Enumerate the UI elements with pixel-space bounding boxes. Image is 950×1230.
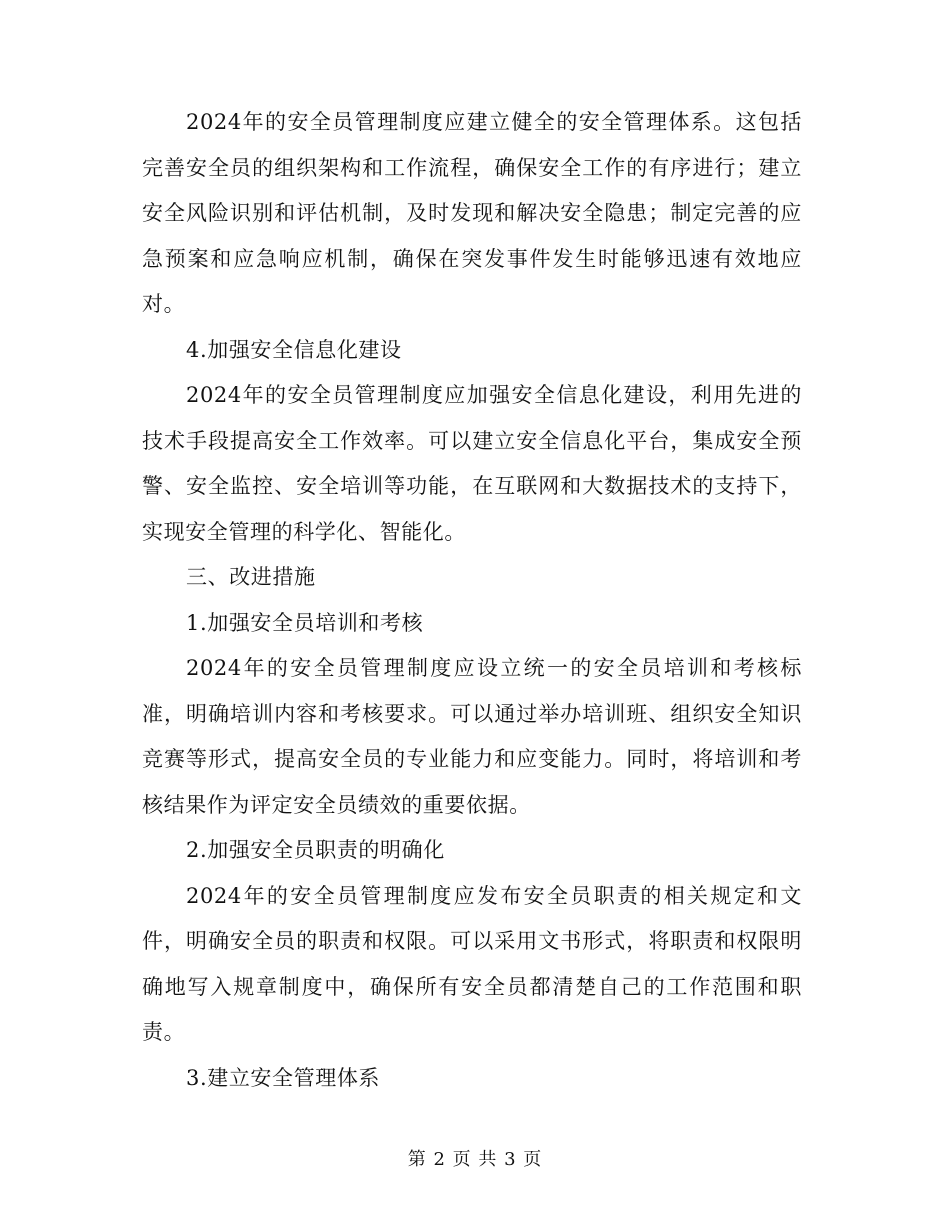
section-heading: 2.加强安全员职责的明确化 — [186, 838, 445, 862]
section-heading: 3.建立安全管理体系 — [186, 1065, 381, 1090]
paragraph: 2024年的安全员管理制度应设立统一的安全员培训和考核标准，明确培训内容和考核要求。可以通过举办培训班、组织安全知识竞赛等形式，提高安全员的专业能力和应变能力。同时，将培训和考核结果作为评定安全员绩效的重要依据。 — [142, 656, 802, 817]
section-heading: 4.加强安全信息化建设 — [186, 337, 402, 362]
paragraph: 2024年的安全员管理制度应加强安全信息化建设，利用先进的技术手段提高安全工作效率。可以建立安全信息化平台，集成安全预警、安全监控、安全培训等功能，在互联网和大数据技术的支持下，实现安全管理的科学化、智能化。 — [142, 383, 802, 544]
paragraph: 2024年的安全员管理制度应建立健全的安全管理体系。这包括完善安全员的组织架构和工作流程，确保安全工作的有序进行；建立安全风险识别和评估机制，及时发现和解决安全隐患；制定完善的应急预案和应急响应机制，确保在突发事件发生时能够迅速有效地应对。 — [142, 110, 802, 316]
page-number-footer: 第 2 页 共 3 页 — [407, 1149, 543, 1170]
section-heading: 1.加强安全员培训和考核 — [186, 610, 424, 635]
chapter-heading: 三、改进措施 — [186, 565, 316, 589]
paragraph: 2024年的安全员管理制度应发布安全员职责的相关规定和文件，明确安全员的职责和权限。可以采用文书形式，将职责和权限明确地写入规章制度中，确保所有安全员都清楚自己的工作范围和职责。 — [142, 883, 802, 1044]
document-body — [142, 100, 802, 1101]
